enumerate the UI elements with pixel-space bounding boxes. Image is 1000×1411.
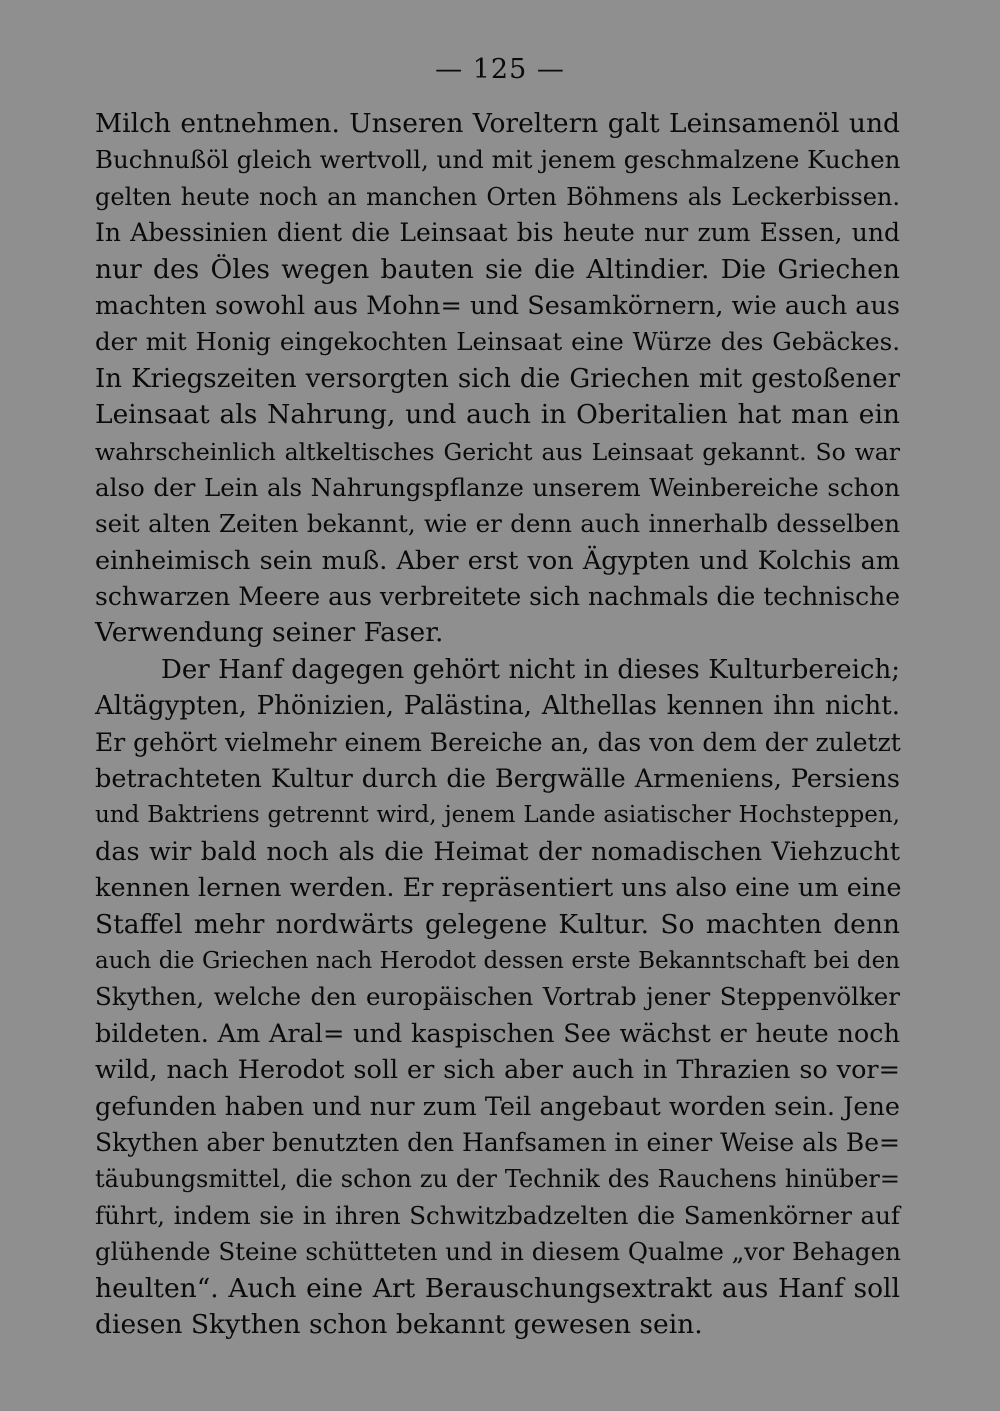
text-line: In Abessinien dient die Leinsaat bis heute nur zum Essen, und bbox=[95, 218, 900, 248]
text-line: Er gehört vielmehr einem Bereiche an, das von dem der zuletzt bbox=[95, 727, 901, 757]
text-line: Milch entnehmen. Unseren Voreltern galt Leinsamenöl und bbox=[95, 108, 900, 139]
text-line: seit alten Zeiten bekannt, wie er denn auch innerhalb desselben bbox=[95, 509, 900, 539]
text-line: wahrscheinlich altkeltisches Gericht aus Leinsaat gekannt. So war bbox=[95, 437, 900, 466]
text-line: also der Lein als Nahrungspflanze unserem Weinbereiche schon bbox=[95, 472, 900, 502]
text-line: das wir bald noch als die Heimat der nomadischen Viehzucht bbox=[95, 836, 900, 867]
text-line: Leinsaat als Nahrung, und auch in Oberitalien hat man ein bbox=[95, 399, 900, 431]
text-line: betrachteten Kultur durch die Bergwälle Armeniens, Persiens bbox=[95, 764, 900, 795]
text-line: Verwendung seiner Faser. bbox=[95, 617, 444, 649]
text-line: Der Hanf dagegen gehört nicht in dieses Kulturbereich; bbox=[161, 654, 900, 685]
text-line: Skythen aber benutzten den Hanfsamen in einer Weise als Be= bbox=[95, 1127, 900, 1157]
text-line: Staffel mehr nordwärts gelegene Kultur. So machten denn bbox=[95, 908, 900, 940]
text-line: einheimisch sein muß. Aber erst von Ägypten und Kolchis am bbox=[95, 545, 900, 576]
text-line: schwarzen Meere aus verbreitete sich nachmals die technische bbox=[95, 582, 900, 612]
text-line: Altägypten, Phönizien, Palästina, Althellas kennen ihn nicht. bbox=[95, 691, 900, 722]
paragraph-2 bbox=[95, 652, 900, 1343]
text-line: kennen lernen werden. Er repräsentiert uns also eine um eine bbox=[95, 873, 902, 904]
text-line: Buchnußöl gleich wertvoll, und mit jenem geschmalzene Kuchen bbox=[95, 145, 901, 175]
text-line: gelten heute noch an manchen Orten Böhmens als Leckerbissen. bbox=[95, 182, 900, 211]
text-line: gefunden haben und nur zum Teil angebaut worden sein. Jene bbox=[95, 1091, 900, 1122]
page-number: — 125 — bbox=[435, 54, 565, 85]
text-line: führt, indem sie in ihren Schwitzbadzelten die Samenkörner auf bbox=[95, 1200, 900, 1230]
paragraph-1 bbox=[95, 106, 900, 652]
text-line: bildeten. Am Aral= und kaspischen See wächst er heute noch bbox=[95, 1018, 900, 1049]
text-line: täubungsmittel, die schon zu der Technik des Rauchens hinüber= bbox=[95, 1165, 900, 1194]
text-line: diesen Skythen schon bekannt gewesen sein. bbox=[95, 1308, 703, 1340]
body-text bbox=[95, 106, 900, 1343]
text-line: glühende Steine schütteten und in diesem Qualme „vor Behagen bbox=[95, 1237, 901, 1267]
text-line: heulten“. Auch eine Art Berauschungsextrakt aus Hanf soll bbox=[95, 1272, 900, 1304]
text-line: und Baktriens getrennt wird, jenem Lande asiatischer Hochsteppen, bbox=[95, 802, 900, 829]
text-line: wild, nach Herodot soll er sich aber auch in Thrazien so vor= bbox=[95, 1055, 900, 1086]
text-line: Skythen, welche den europäischen Vortrab jener Steppenvölker bbox=[95, 982, 900, 1012]
text-line: machten sowohl aus Mohn= und Sesamkörnern, wie auch aus bbox=[95, 290, 900, 321]
text-line: nur des Öles wegen bauten sie die Altindier. Die Griechen bbox=[95, 253, 900, 285]
text-line: In Kriegszeiten versorgten sich die Griechen mit gestoßener bbox=[95, 363, 900, 394]
text-line: der mit Honig eingekochten Leinsaat eine Würze des Gebäckes. bbox=[95, 327, 900, 357]
text-line: auch die Griechen nach Herodot dessen erste Bekanntschaft bei den bbox=[95, 947, 900, 974]
